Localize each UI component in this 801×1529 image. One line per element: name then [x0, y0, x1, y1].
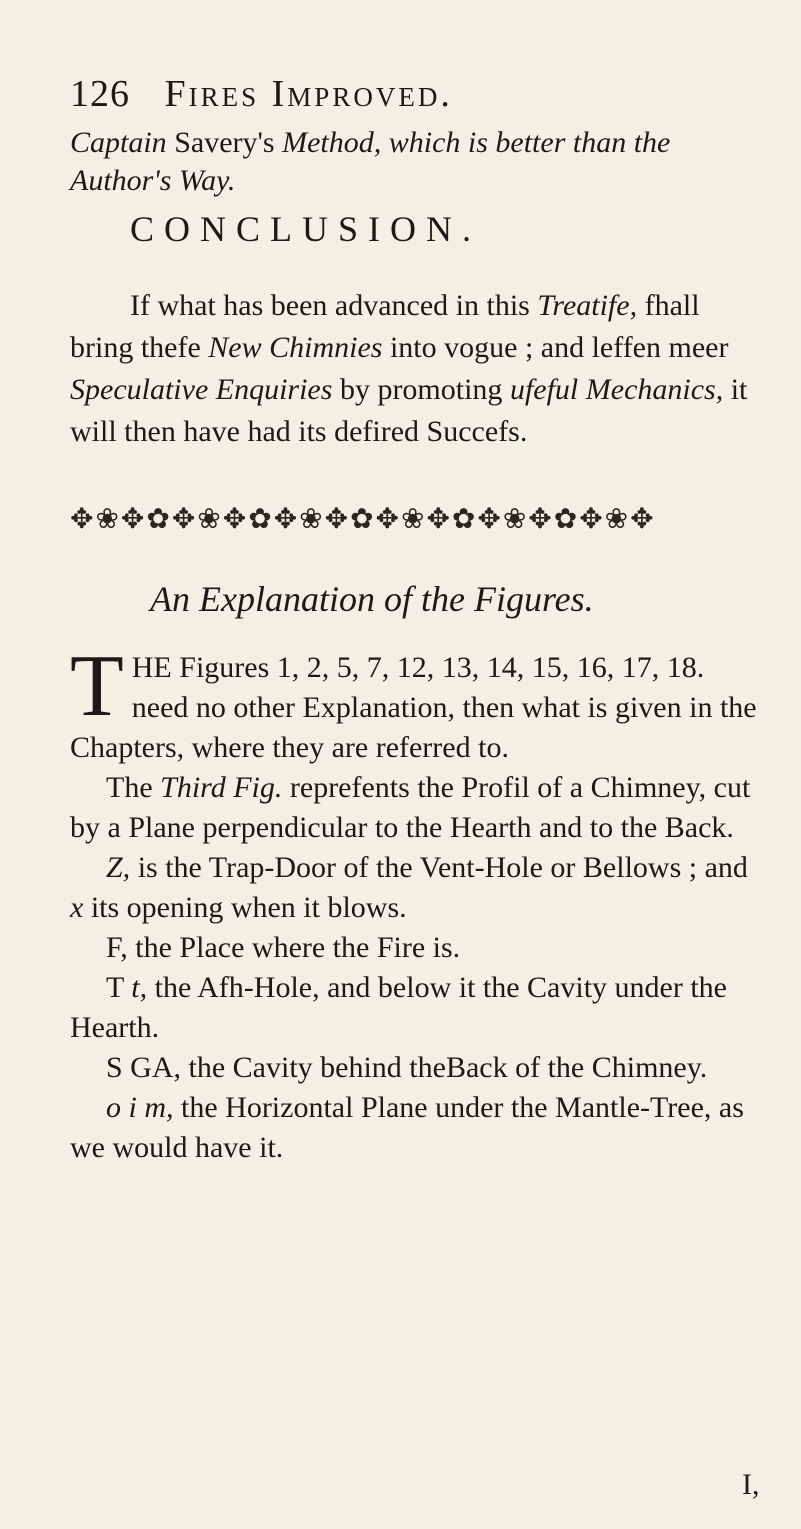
italic-run: Treatife,: [537, 289, 638, 322]
text-run: it will then have had its defired Succefs.: [70, 373, 748, 448]
subhead-part1: Captain: [70, 126, 175, 159]
italic-run: Third Fig.: [160, 771, 283, 804]
text-run: is the Trap-Door of the Vent-Hole or Bellows ; and: [130, 851, 748, 884]
figure-paragraph: [70, 768, 768, 848]
italic-run: t,: [131, 971, 148, 1004]
subhead-part2: Method, which is better than the Author's Way.: [70, 126, 671, 197]
conclusion-paragraph: [70, 285, 770, 453]
text-run: its opening when it blows.: [83, 891, 407, 924]
text-run: The: [106, 771, 161, 804]
page-number: 126: [70, 73, 130, 115]
figure-paragraph: [70, 848, 768, 928]
figure-paragraph: [70, 968, 768, 1048]
italic-run: o i m,: [106, 1091, 174, 1124]
text-run: by promoting: [332, 373, 510, 406]
text-run: reprefents the Profil of a Chimney, cut by a Plane perpendicular to the Hearth and to the Back.: [70, 771, 751, 844]
italic-run: ufeful Mechanics,: [509, 373, 724, 406]
figure-paragraph: [70, 928, 768, 968]
figure-paragraph: [70, 1048, 768, 1088]
italic-run: Z,: [106, 851, 131, 884]
figure-paragraph: [70, 1088, 768, 1168]
catchword: I,: [742, 1468, 760, 1501]
text-run: If what has been advanced in this: [130, 289, 538, 322]
text-run: fhall bring thefe: [70, 289, 700, 364]
drop-cap: T: [70, 638, 124, 735]
italic-run: New Chimnies: [208, 331, 383, 364]
figure-paragraphs: [70, 768, 768, 1168]
explanation-body: [70, 638, 768, 1168]
text-run: into vogue ; and leffen meer: [382, 331, 729, 364]
conclusion-heading: CONCLUSION.: [130, 209, 482, 249]
text-run: the Horizontal Plane under the Mantle-Tree, as we would have it.: [70, 1091, 744, 1164]
text-run: T: [106, 971, 132, 1004]
subhead-name: Savery's: [174, 126, 275, 159]
explanation-title: An Explanation of the Figures.: [150, 579, 594, 619]
italic-run: x: [70, 891, 84, 924]
text-run: S GA, the Cavity behind theBack of the Chimney.: [106, 1051, 708, 1084]
text-run: F, the Place where the Fire is.: [106, 931, 461, 964]
section-subheading: [70, 124, 770, 200]
decorative-ornament-border: ✥❀✥✿✥❀✥✿✥❀✥✿✥❀✥✿✥❀✥✿✥❀✥: [70, 504, 656, 535]
first-paragraph: [70, 638, 768, 768]
first-paragraph-text: HE Figures 1, 2, 5, 7, 12, 13, 14, 15, 16, 17, 18. need no other Explanation, then what is given in the Chapters, where they are referred to.: [70, 651, 757, 764]
italic-run: Speculative Enquiries: [70, 373, 333, 406]
text-run: the Afh-Hole, and below it the Cavity under the Hearth.: [70, 971, 727, 1044]
running-title: Fires Improved.: [164, 73, 453, 115]
running-header: [70, 72, 453, 116]
